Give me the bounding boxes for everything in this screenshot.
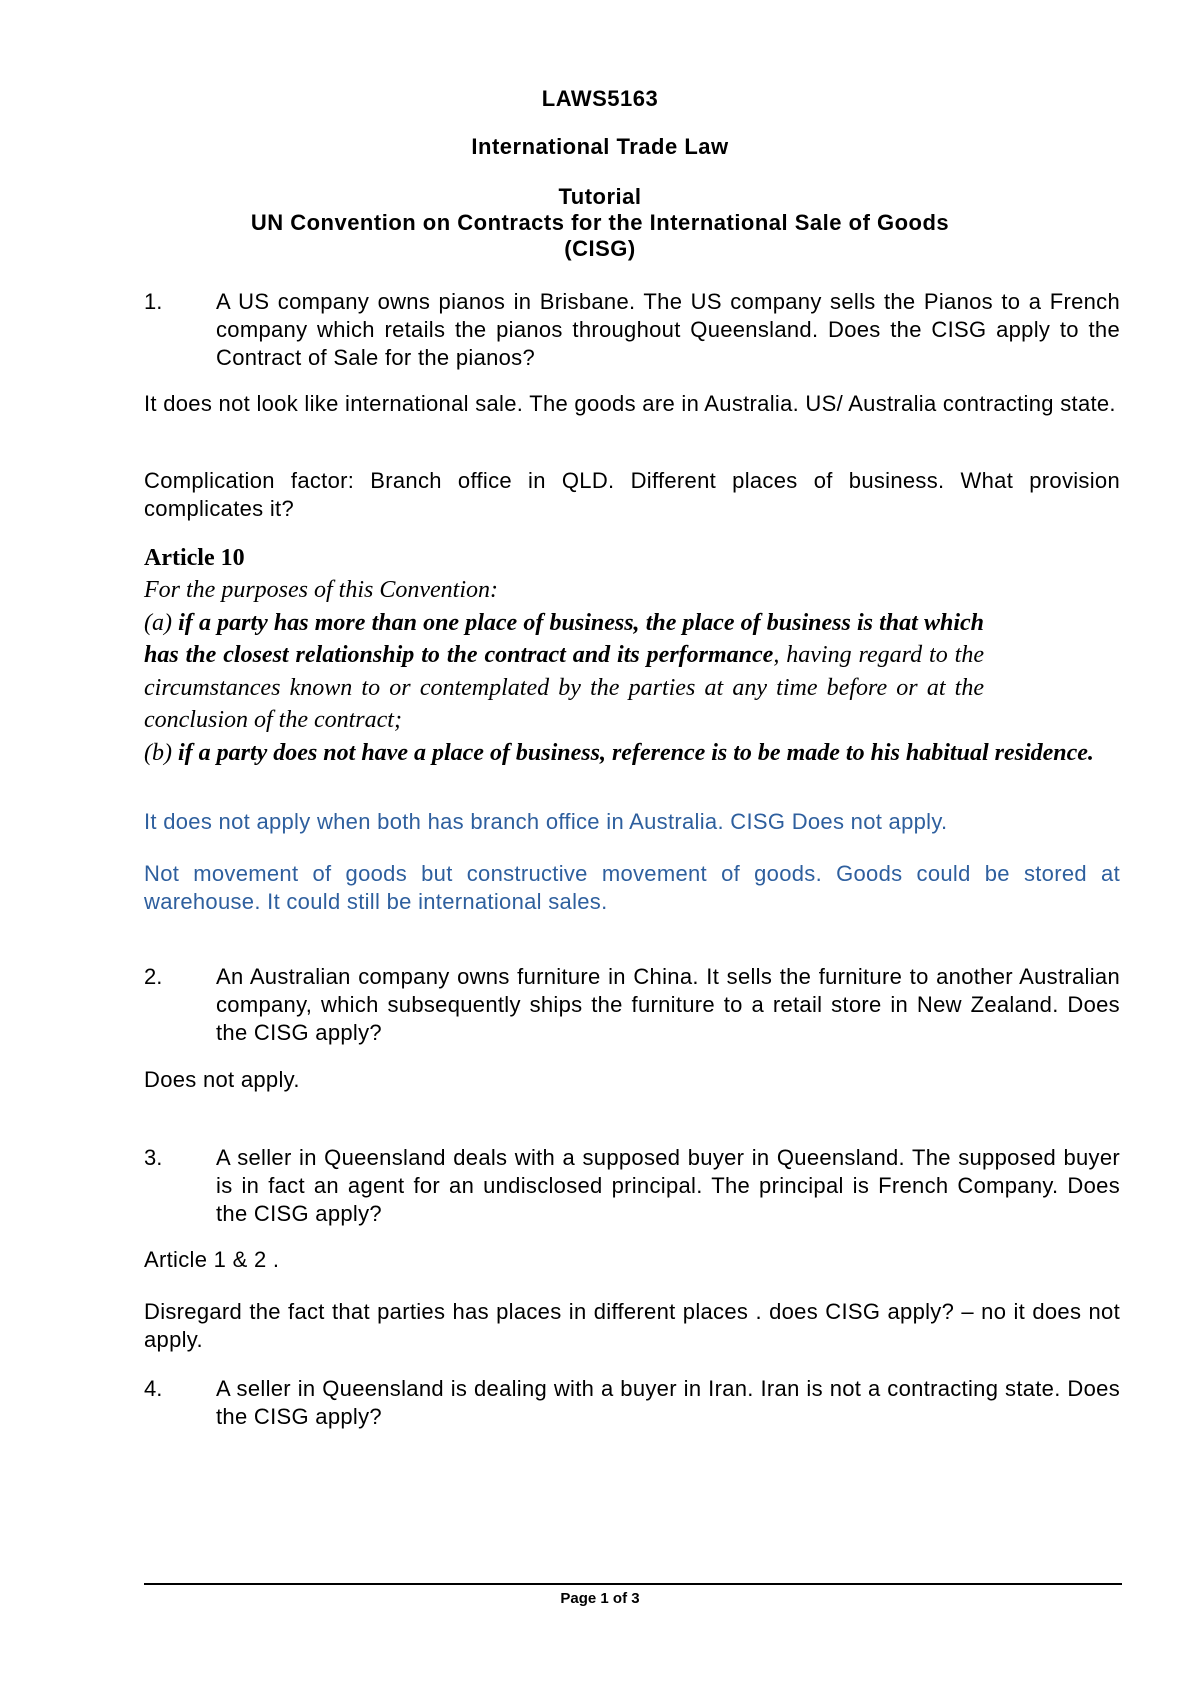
article-10-clause-a [144, 607, 984, 737]
question-4-text: A seller in Queensland is dealing with a buyer in Iran. Iran is not a contracting state. Does the CISG apply? [216, 1376, 1120, 1429]
clause-a-rest: , having regard to the circumstances known to or contemplated by the parties at any time before or at the conclusion of the contract; [144, 642, 984, 733]
tutorial-label: Tutorial [558, 184, 642, 209]
blue-note-1: It does not apply when both has branch office in Australia. CISG Does not apply. [144, 809, 948, 834]
question-2-text: An Australian company owns furniture in China. It sells the furniture to another Australian company, which subsequently ships the furniture to a retail store in New Zealand. Does the CISG apply? [216, 964, 1120, 1045]
tutorial-topic: UN Convention on Contracts for the International Sale of Goods [250, 210, 950, 235]
article-10-intro: For the purposes of this Convention: [144, 577, 498, 603]
note-1-paragraph-1: It does not look like international sale. The goods are in Australia. US/ Australia contracting state. [144, 391, 1116, 416]
question-2-answer: Does not apply. [144, 1067, 300, 1092]
question-1-number: 1. [144, 289, 163, 314]
footer-divider [144, 1583, 1122, 1585]
article-10-clause-b [144, 737, 1120, 770]
course-title: International Trade Law [471, 134, 729, 159]
course-code: LAWS5163 [541, 86, 659, 111]
question-3-text: A seller in Queensland deals with a supposed buyer in Queensland. The supposed buyer is in fact an agent for an undisclosed principal. The principal is French Company. Does the CISG apply? [216, 1145, 1120, 1226]
question-1-text: A US company owns pianos in Brisbane. The US company sells the Pianos to a French company which retails the pianos throughout Queensland. Does the CISG apply to the Contract of Sale for the pianos? [216, 289, 1120, 370]
question-4-number: 4. [144, 1376, 163, 1401]
article-10-body [144, 574, 1120, 769]
clause-b-bold: if a party does not have a place of business, reference is to be made to his habitual residence. [177, 739, 1094, 766]
question-3-number: 3. [144, 1145, 163, 1170]
clause-b-label: (b) [144, 739, 178, 766]
question-3-answer-2: Disregard the fact that parties has places in different places . does CISG apply? – no it does not apply. [144, 1299, 1120, 1352]
clause-a-bold: if a party has more than one place of business, the place of business is that which has the closest relationship to the contract and its performance [144, 609, 984, 668]
clause-a-label: (a) [144, 609, 179, 636]
tutorial-topic-abbr: (CISG) [564, 236, 636, 261]
page-number: Page 1 of 3 [560, 1590, 640, 1607]
note-1-paragraph-2: Complication factor: Branch office in QLD. Different places of business. What provision complicates it? [144, 468, 1120, 521]
question-3-answer-1: Article 1 & 2 . [144, 1247, 280, 1272]
article-10-heading: Article 10 [144, 545, 245, 571]
question-2-number: 2. [144, 964, 163, 989]
blue-note-2: Not movement of goods but constructive movement of goods. Goods could be stored at warehouse. It could still be international sales. [144, 861, 1120, 914]
